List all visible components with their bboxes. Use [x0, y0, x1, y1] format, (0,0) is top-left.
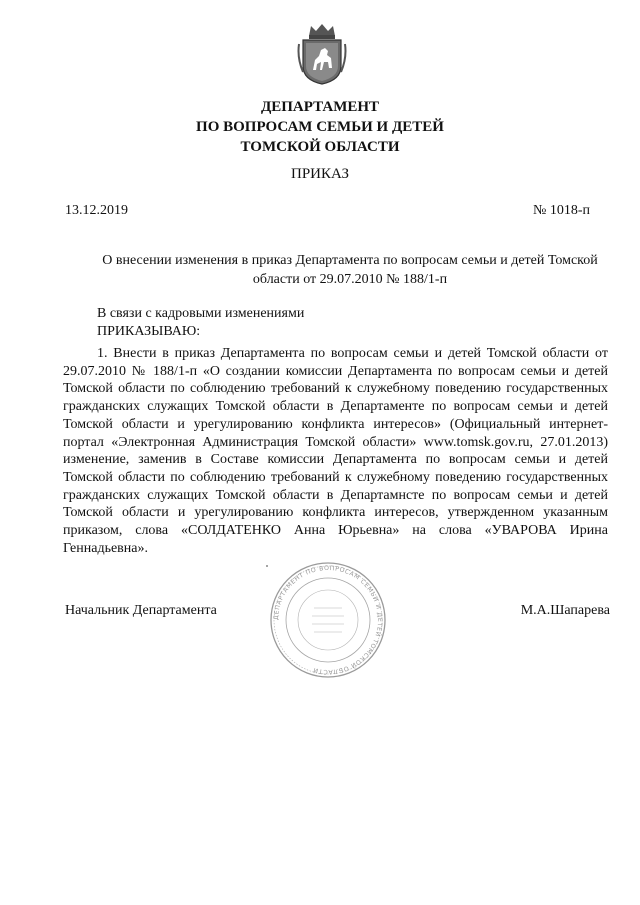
order-paragraph-1: 1. Внести в приказ Департамента по вопросам семьи и детей Томской области от 29.07.2010 № 188/1-п «О создании комиссии Департамента по вопросам семьи и детей Томской области по соблюдению требований к служебному поведению государственных гражданских служащих Томской области в Департаменте по вопросам семьи и детей Томской области и урегулированию конфликта интересов» (Официальный интернет-портал «Электронная Администрация Томской области» www.tomsk.gov.ru, 27.01.2013) изменение, заменив в Составе комиссии Департамента по вопросам семьи и детей Томской области по соблюдению требований к служебному поведению государственных гражданских служащих Томской области в Департамнсте по вопросам семьи и детей Томской области и урегулированию конфликта интересов, утвержденном указанным приказом, слова «СОЛДАТЕНКО Анна Юрьевна» на слова «УВАРОВА Ирина Геннадьевна». [63, 346, 608, 556]
order-number: № 1018-п [532, 203, 590, 218]
seal-text: ДЕПАРТАМЕНТ ПО ВОПРОСАМ СЕМЬИ И ДЕТЕЙ ТОМСКОЙ ОБЛАСТИ [272, 564, 384, 676]
order-subject-line1: О внесении изменения в приказ Департамента по вопросам семьи и детей Томской [102, 253, 598, 268]
order-directive-word: ПРИКАЗЫВАЮ: [97, 324, 201, 339]
seal-icon [268, 560, 388, 680]
department-header-line3: ТОМСКОЙ ОБЛАСТИ [240, 139, 400, 155]
order-date: 13.12.2019 [65, 203, 128, 218]
signatory-name: М.А.Шапарева [520, 603, 610, 618]
coat-of-arms-icon [297, 22, 347, 86]
signatory-position: Начальник Департамента [65, 603, 217, 618]
order-subject-line2: области от 29.07.2010 № 188/1-п [252, 272, 448, 287]
order-reason: В связи с кадровыми изменениями [97, 306, 305, 321]
order-subject [100, 251, 600, 289]
department-header-line2: ПО ВОПРОСАМ СЕМЬИ И ДЕТЕЙ [196, 119, 444, 135]
svg-text:ДЕПАРТАМЕНТ ПО ВОПРОСАМ СЕМЬИ [273, 565, 384, 675]
order-title: ПРИКАЗ [291, 166, 349, 182]
department-header-line1: ДЕПАРТАМЕНТ [260, 99, 380, 115]
department-header [120, 97, 520, 157]
